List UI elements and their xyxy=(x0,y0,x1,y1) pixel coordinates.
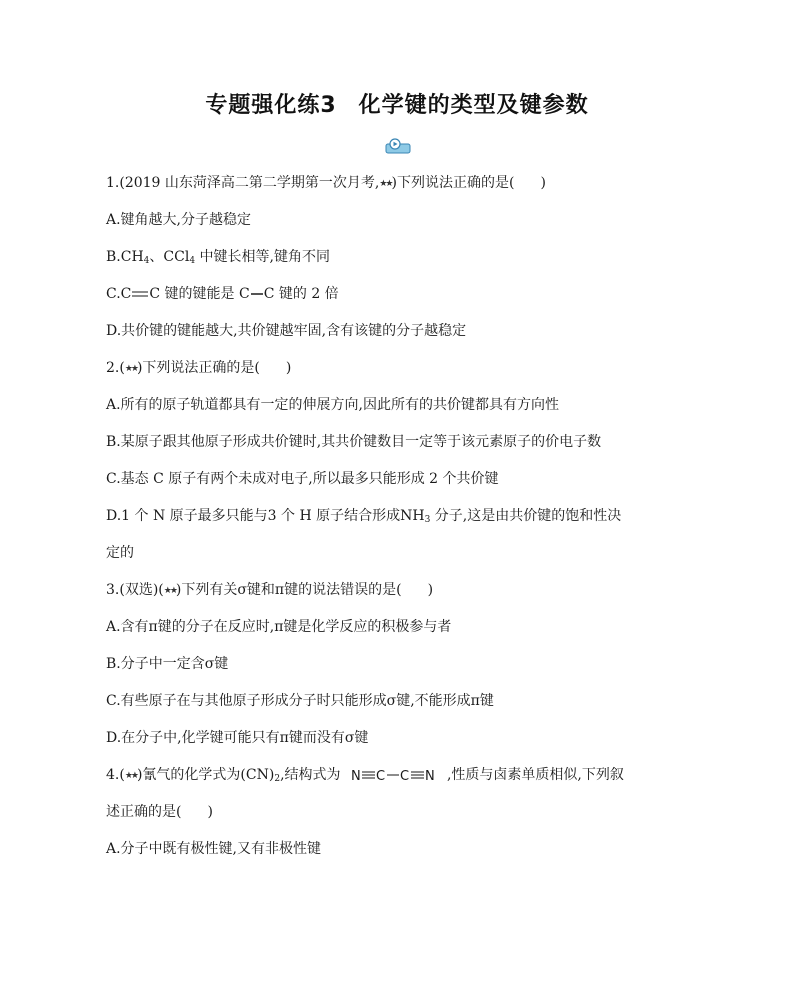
question-4-stem-continued: 述正确的是( ) xyxy=(106,804,213,820)
difficulty-stars-icon: ★★ xyxy=(124,771,137,781)
question-1-stem: 1.(2019 山东菏泽高二第二学期第一次月考,★★)下列说法正确的是( ) xyxy=(106,173,546,194)
difficulty-stars-icon: ★★ xyxy=(163,586,176,596)
atom-c2: C xyxy=(399,769,410,784)
atom-n1: N xyxy=(350,769,361,784)
question-2-option-d-continued: 定的 xyxy=(106,545,134,561)
question-4-stem: 4.(★★)氰气的化学式为$(CN)_2$,结构式为 N C C N ,性质与卤素单质相似,下列叙 xyxy=(106,767,624,784)
question-1-option-c: C.C C 键的键能是 C C 键的 2 倍 xyxy=(106,286,339,302)
atom-n2: N xyxy=(424,769,435,784)
question-3-option-a: A.含有π键的分子在反应时,π键是化学反应的积极参与者 xyxy=(106,619,452,635)
page-title: 专题强化练3 化学键的类型及键参数 xyxy=(205,93,589,118)
double-bond-icon xyxy=(131,289,149,299)
question-2-option-a: A.所有的原子轨道都具有一定的伸展方向,因此所有的共价键都具有方向性 xyxy=(106,397,560,413)
question-1-option-d: D.共价键的键能越大,共价键越牢固,含有该键的分子越稳定 xyxy=(106,323,467,339)
question-2-option-c: C.基态 C 原子有两个未成对电子,所以最多只能形成 2 个共价键 xyxy=(106,471,499,487)
difficulty-stars-icon: ★★ xyxy=(379,179,392,189)
video-screen-icon[interactable] xyxy=(385,138,411,154)
question-3-option-c: C.有些原子在与其他原子形成分子时只能形成σ键,不能形成π键 xyxy=(106,693,494,709)
question-4-option-a: A.分子中既有极性键,又有非极性键 xyxy=(106,841,322,857)
single-bond-icon xyxy=(250,289,264,299)
question-3-option-b: B.分子中一定含σ键 xyxy=(106,656,229,672)
question-3-option-d: D.在分子中,化学键可能只有π键而没有σ键 xyxy=(106,730,369,746)
question-1-option-b: $B.CH_4$、CCl$_4$ 中键长相等,键角不同 xyxy=(106,249,330,266)
atom-c1: C xyxy=(375,769,386,784)
question-2-option-d: D.1 个 N 原子最多只能与3 个 H 原子结合形成$NH_3$ 分子,这是由共价键的饱和性决 xyxy=(106,508,622,525)
question-1-option-a: A.键角越大,分子越稳定 xyxy=(106,212,252,228)
question-2-option-b: B.某原子跟其他原子形成共价键时,其共价键数目一定等于该元素原子的价电子数 xyxy=(106,434,602,450)
difficulty-stars-icon: ★★ xyxy=(124,364,137,374)
question-2-stem: 2.(★★)下列说法正确的是( ) xyxy=(106,358,291,379)
question-3-stem: 3.(双选)(★★)下列有关σ键和π键的说法错误的是( ) xyxy=(106,580,433,601)
cyanogen-structural-formula xyxy=(345,765,447,785)
